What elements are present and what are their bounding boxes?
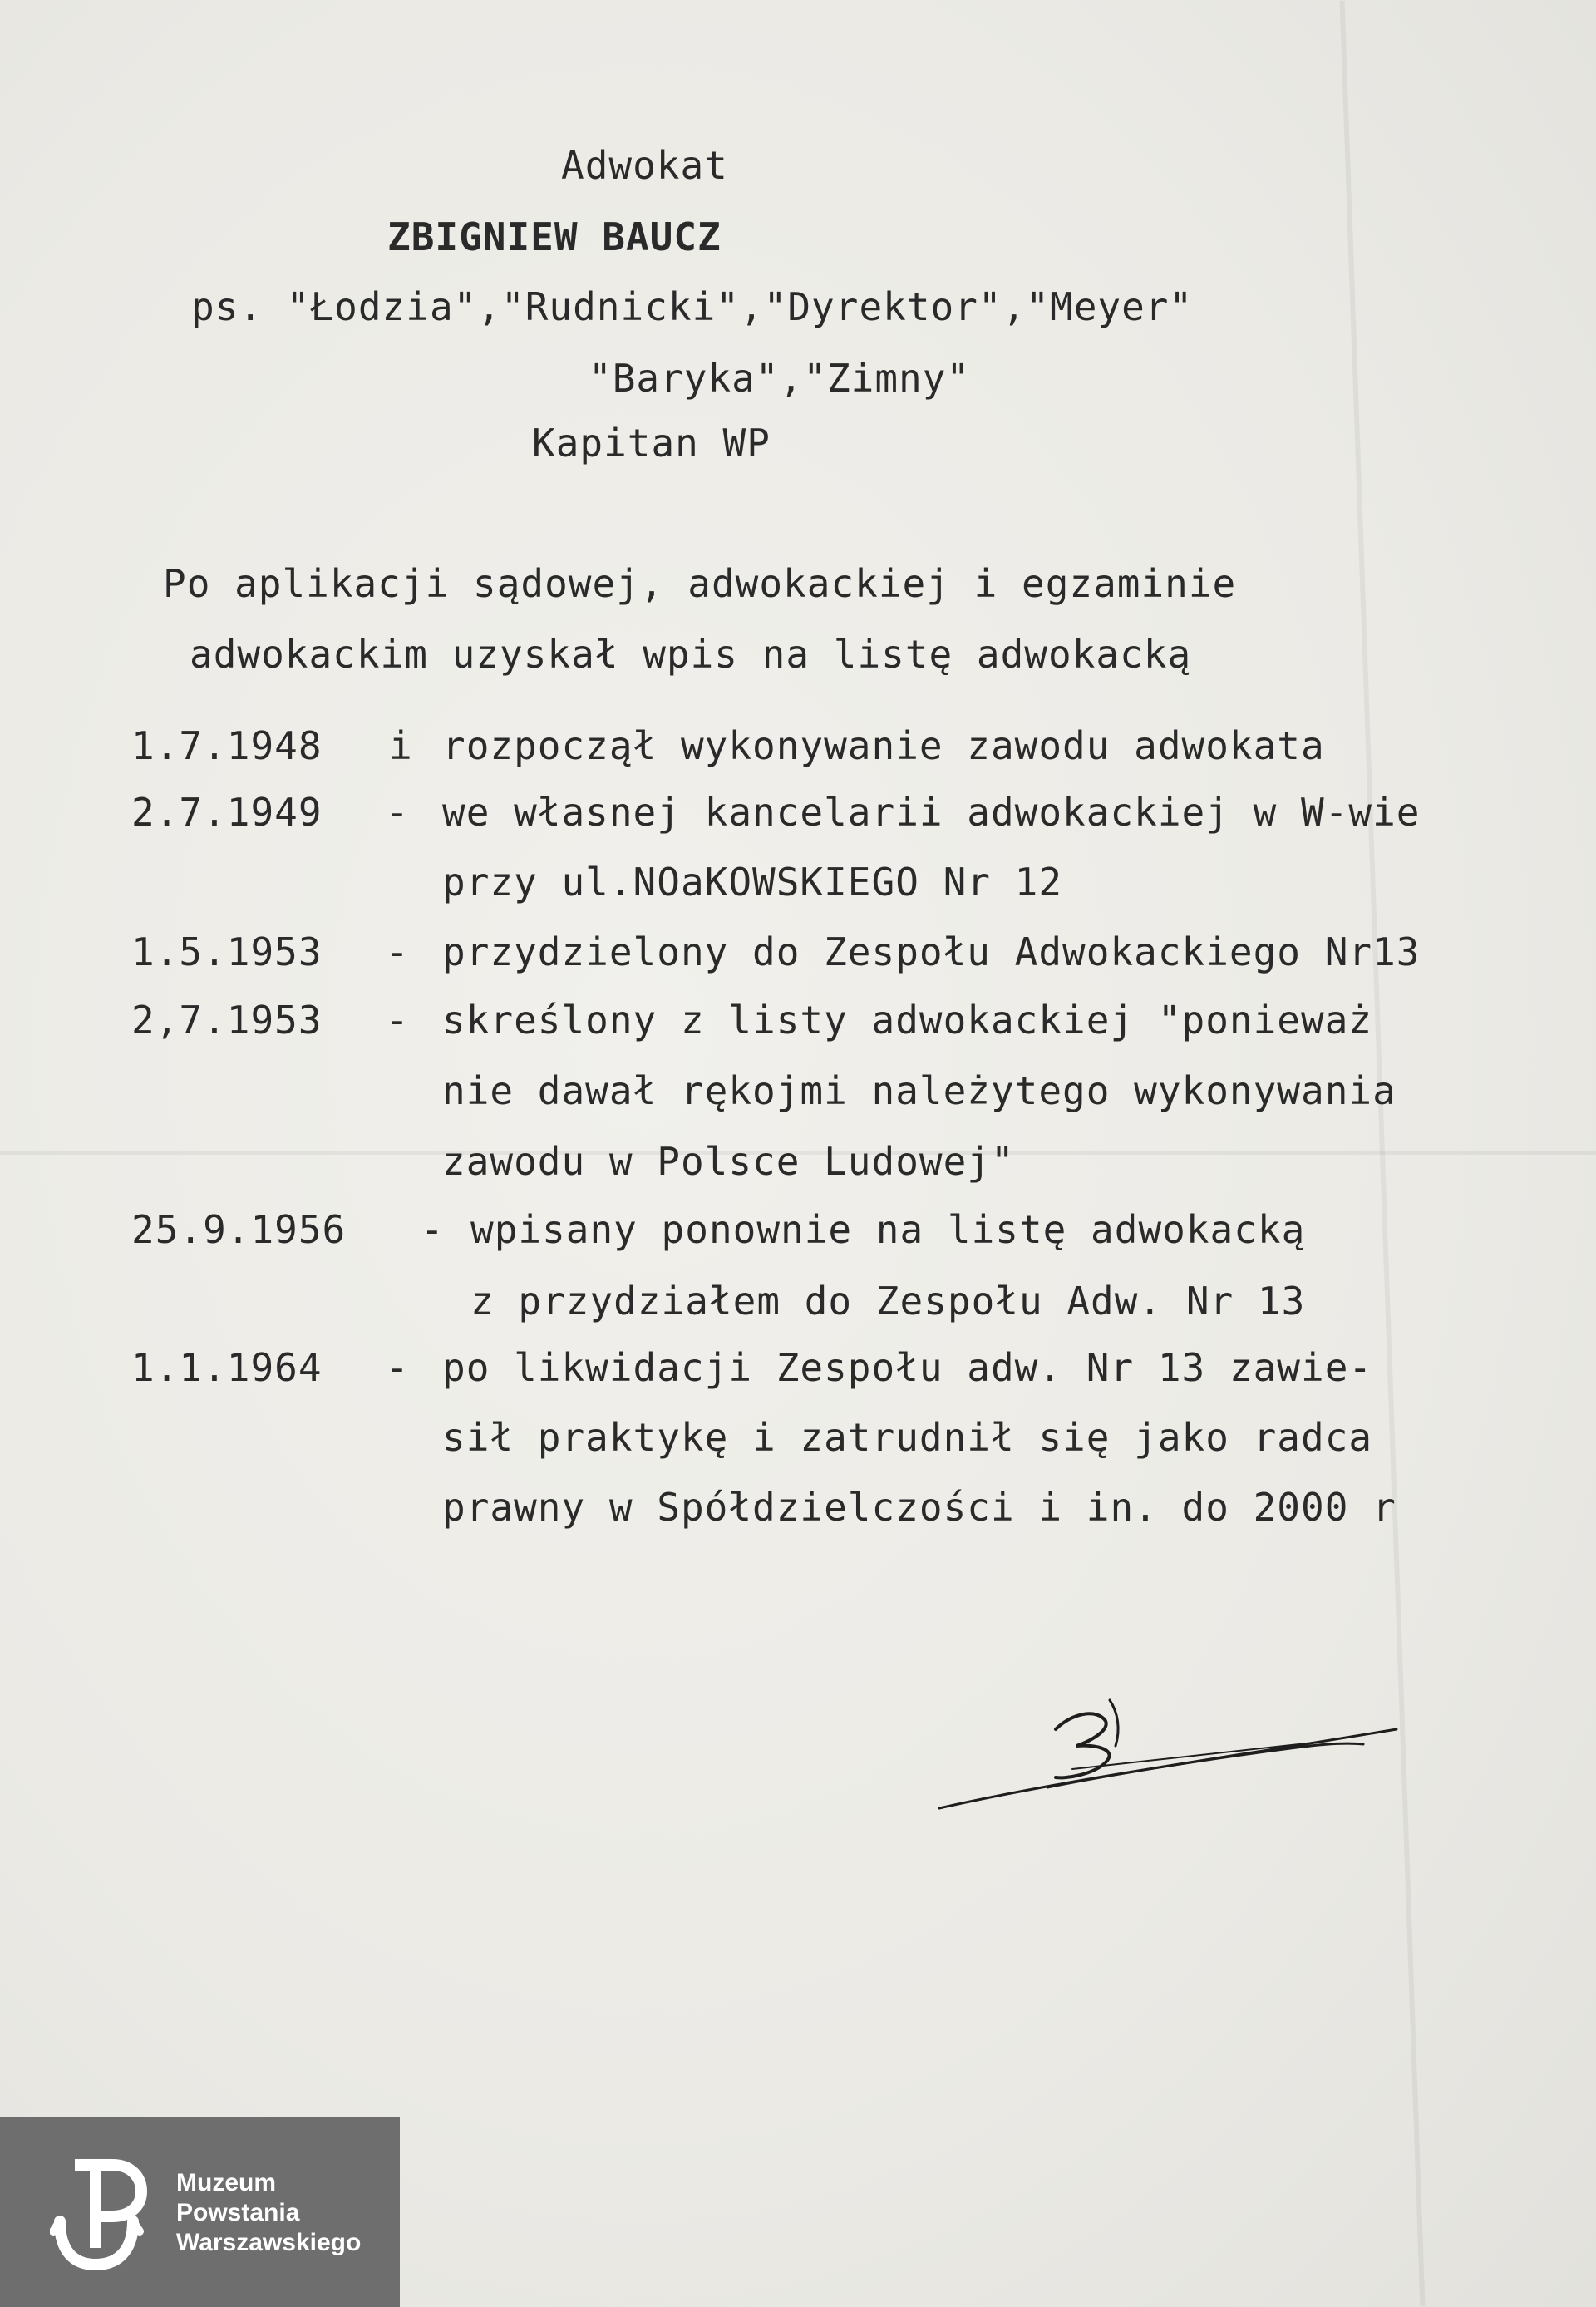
entry-date: 1.5.1953	[131, 929, 323, 974]
entry-separator: -	[386, 1345, 409, 1390]
entry-date: 1.1.1964	[131, 1345, 323, 1390]
entry-text: z przydziałem do Zespołu Adw. Nr 13	[470, 1279, 1306, 1324]
intro-line-1: Po aplikacji sądowej, adwokackiej i egzaminie	[163, 561, 1237, 606]
entry-text: przydzielony do Zespołu Adwokackiego Nr13	[442, 929, 1421, 974]
entry-text: przy ul.NOaKOWSKIEGO Nr 12	[442, 860, 1063, 905]
entry-separator: i	[389, 723, 412, 768]
header-name: ZBIGNIEW BAUCZ	[387, 214, 722, 259]
museum-watermark	[0, 2117, 400, 2307]
entry-separator: -	[386, 790, 409, 835]
header-pseudonyms: ps. "Łodzia","Rudnicki","Dyrektor","Meyer"	[191, 284, 1194, 329]
entry-date: 1.7.1948	[131, 723, 323, 768]
header-rank: Kapitan WP	[532, 421, 771, 466]
entry-text: skreślony z listy adwokackiej "ponieważ	[442, 998, 1373, 1043]
museum-name-line: Warszawskiego	[176, 2229, 362, 2256]
entry-text: zawodu w Polsce Ludowej"	[442, 1139, 1015, 1184]
entry-date: 25.9.1956	[131, 1207, 347, 1252]
header-profession: Adwokat	[561, 143, 728, 188]
entry-text: sił praktykę i zatrudnił się jako radca	[442, 1415, 1373, 1460]
entry-date: 2.7.1949	[131, 790, 323, 835]
entry-separator: -	[386, 929, 409, 974]
entry-text: po likwidacji Zespołu adw. Nr 13 zawie-	[442, 1345, 1373, 1390]
entry-date: 2,7.1953	[131, 998, 323, 1043]
museum-name-line: Powstania	[176, 2199, 300, 2226]
intro-line-2: adwokackim uzyskał wpis na listę adwokacką	[190, 632, 1192, 677]
handwritten-signature	[931, 1671, 1430, 1837]
kotwica-anchor-icon	[50, 2148, 158, 2273]
entry-text: prawny w Spółdzielczości i in. do 2000 r	[442, 1485, 1396, 1530]
entry-text: wpisany ponownie na listę adwokacką	[470, 1207, 1306, 1252]
entry-separator: -	[421, 1207, 444, 1252]
museum-name-line: Muzeum	[176, 2169, 276, 2196]
header-pseudonyms-cont: "Baryka","Zimny"	[589, 356, 971, 401]
entry-separator: -	[386, 998, 409, 1043]
entry-text: rozpoczął wykonywanie zawodu adwokata	[442, 723, 1325, 768]
museum-name	[176, 2168, 361, 2258]
entry-text: we własnej kancelarii adwokackiej w W-wie	[442, 790, 1421, 835]
entry-text: nie dawał rękojmi należytego wykonywania	[442, 1068, 1396, 1113]
